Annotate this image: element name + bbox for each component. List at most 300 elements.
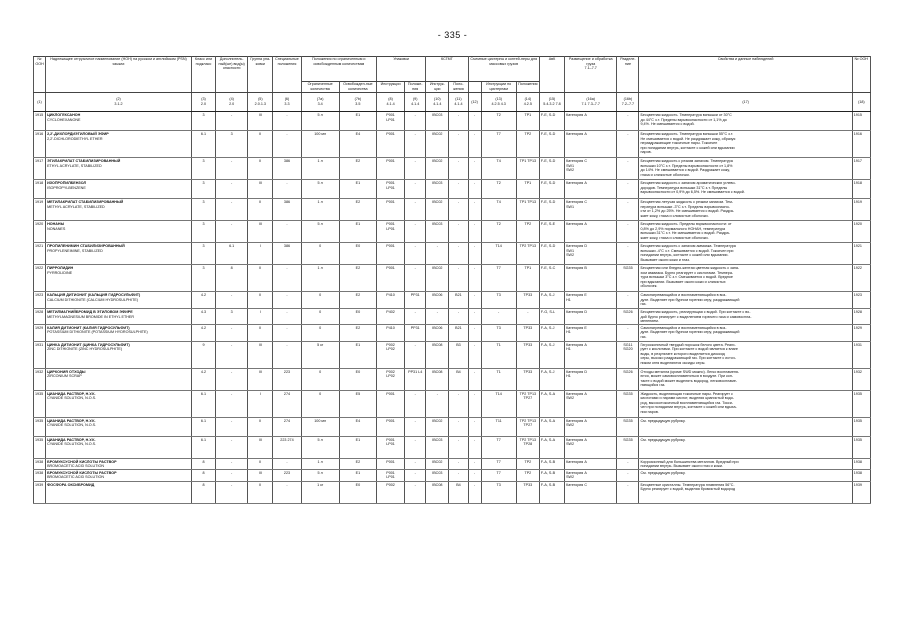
packing-provisions-cell: -	[405, 131, 426, 158]
packing-provisions-cell: -	[405, 469, 426, 481]
shipping-name	[46, 390, 192, 417]
properties-line: оболочек.	[640, 284, 658, 289]
name-english: ZINC DITHIONITE (ZINC HYDROSULPHITE)	[47, 347, 123, 352]
col12-cell: -	[468, 390, 481, 417]
properties-line: ником огня выделяются оксиды серы.	[640, 360, 706, 365]
tank-instructions-cell: T3	[481, 292, 516, 309]
excepted-quantity-cell: E2	[339, 199, 376, 221]
name-russian: КАЛИЯ ДИТИОНИТ (КАЛИЯ ГИДРОСУЛЬФИТ)	[47, 325, 130, 330]
shipping-name	[46, 436, 192, 458]
properties-line: до 44°C з.т. Пределы взрывоопасности от 1,1% до	[640, 117, 727, 122]
colnum-10: (10) 4.1.4	[426, 93, 449, 112]
packing-instructions-cell	[376, 368, 404, 390]
stowage-line: Категория A	[566, 113, 587, 117]
shipping-name	[46, 131, 192, 158]
ems-cell: F-E, S-D	[539, 199, 564, 221]
properties-cell	[639, 199, 852, 221]
packing-instructions-cell	[376, 481, 404, 503]
class-cell: 8	[191, 469, 215, 481]
properties-line: Бесцветная жидкость. Температура вспышки от 30°C	[640, 113, 732, 117]
packing-instruction: P001	[386, 459, 395, 464]
properties-cell	[639, 265, 852, 292]
name-english: PROPYLENEIMINE, STABILIZED	[47, 248, 103, 253]
properties-line: Гигроскопичный твердый порошок белого цвета. Реаги-	[640, 342, 736, 347]
tank-provisions-cell: TP1	[516, 112, 539, 131]
name-english: BROMOACETIC ACID SOLUTION	[47, 475, 105, 480]
name-russian: ЦИАНИДА РАСТВОР, Н.У.К.	[47, 418, 96, 423]
excepted-quantity-cell: E1	[339, 112, 376, 131]
limited-quantity-cell: 1 л	[301, 458, 339, 469]
packing-instruction: LP01	[386, 117, 395, 122]
segregation-cell: -	[617, 221, 639, 243]
col12-cell: -	[468, 292, 481, 309]
special-provisions-cell: 386	[273, 158, 301, 180]
stowage-line: Категория E	[566, 293, 587, 297]
colnum-14: (14) 4.2.5	[516, 93, 539, 112]
ibc-instructions-cell: IBC08	[426, 341, 449, 368]
class-cell: 3	[191, 112, 215, 131]
class-cell: 6.1	[191, 417, 215, 436]
shipping-name	[46, 243, 192, 265]
properties-line: Бесцветная или бледно-желтая цветная жидкость с запа-	[640, 266, 740, 270]
header-tank-instructions: Инструкции по цистернам	[481, 82, 516, 93]
name-russian: ЦИКЛОГЕКСАНОН	[47, 113, 81, 117]
un-number-right: 1922	[852, 265, 870, 292]
header-segregation: Разделе-ние	[617, 57, 639, 93]
properties-line: Бурно реагирует с водой, выделяя бромистый водород	[640, 487, 736, 492]
stowage-line: SW2	[566, 253, 575, 258]
shipping-name	[46, 221, 192, 243]
packing-instructions-cell	[376, 324, 404, 341]
class-cell: 3	[191, 265, 215, 292]
name-english: ETHYL ACRYLATE, STABILIZED	[47, 163, 102, 168]
segregation-cell: SG35	[617, 265, 639, 292]
name-russian: КАЛЬЦИЯ ДИТИОНИТ (КАЛЬЦИЯ ГИДРОСУЛЬФИТ)	[47, 293, 141, 297]
name-russian: ЦИАНИДА РАСТВОР, Н.У.К.	[47, 437, 96, 442]
properties-cell	[639, 368, 852, 390]
segregation-cell: -	[617, 324, 639, 341]
limited-quantity-cell: 0	[301, 368, 339, 390]
excepted-quantity-cell: E0	[339, 243, 376, 265]
class-cell: 8	[191, 481, 215, 503]
packing-instructions-cell	[376, 265, 404, 292]
col12-cell: -	[468, 469, 481, 481]
packing-instruction: LP02	[386, 374, 395, 379]
header-limited-excepted: Положения по ограниченным и освобожденным количествам	[301, 57, 376, 82]
packing-instructions-cell	[376, 221, 404, 243]
packing-group-cell: III	[248, 368, 273, 390]
packing-instructions-cell	[376, 158, 404, 180]
properties-line: Бесцветная жидкость с запахом ароматических углево-	[640, 181, 736, 185]
packing-group-cell: II	[248, 158, 273, 180]
properties-line: См. предыдущую рубрику.	[640, 437, 686, 442]
name-english: METHYL ACRYLATE, STABILIZED	[47, 204, 105, 209]
table-row	[34, 131, 871, 158]
name-russian: ЦИРКОНИЯ ОТХОДЫ	[47, 369, 86, 374]
properties-line: духе. Выделяет при бурном горении серу, раздражающий	[640, 330, 740, 335]
col12-cell: -	[468, 180, 481, 199]
ibc-provisions-cell: -	[449, 131, 468, 158]
subrisk-cell: -	[216, 417, 248, 436]
tank-instructions-cell: T14	[481, 243, 516, 265]
name-english: PYRROLIDINE	[47, 270, 73, 275]
properties-cell	[639, 158, 852, 180]
un-number: 1918	[34, 180, 46, 199]
properties-cell	[639, 180, 852, 199]
un-number: 1932	[34, 368, 46, 390]
header-pack-instructions: Инструкции	[376, 82, 404, 93]
class-cell: 3	[191, 221, 215, 243]
limited-quantity-cell: 5 л	[301, 180, 339, 199]
special-provisions-cell: 386	[273, 199, 301, 221]
properties-line: ются, может самовоспламеняться в воздухе. При кон-	[640, 374, 734, 379]
limited-quantity-cell: 0	[301, 309, 339, 325]
properties-line: Жидкость, выделяющая токсичные пары. Реагирует с	[640, 391, 733, 396]
properties-line: газ.	[640, 334, 647, 339]
stowage-cell	[565, 390, 617, 417]
tank-instructions-cell: T7	[481, 265, 516, 292]
stowage-cell	[565, 292, 617, 309]
excepted-quantity-cell: E1	[339, 221, 376, 243]
packing-instruction: P001	[386, 159, 395, 163]
properties-line: Бесцветная жидкость с запахом аммиака. Температура	[640, 244, 736, 248]
properties-line: жает кожу, глаза и слизистые оболочки.	[640, 235, 709, 240]
limited-quantity-cell: 1 кг	[301, 481, 339, 503]
excepted-quantity-cell: E1	[339, 180, 376, 199]
subrisk-cell: -	[216, 158, 248, 180]
properties-line: духе. Выделяет при бурном горении серу, раздражающий	[640, 297, 740, 302]
properties-line: при вдыхании. Вызывает ожоги кожи и слизистых	[640, 279, 726, 284]
packing-instruction: P001	[386, 418, 395, 423]
stowage-cell	[565, 469, 617, 481]
packing-group-cell: II	[248, 458, 273, 469]
limited-quantity-cell: 1 л	[301, 199, 339, 221]
properties-line: Бесцветная жидкость, реагирующая с водой. При контакте с во-	[640, 310, 751, 314]
ibc-provisions-cell: -	[449, 112, 468, 131]
packing-provisions-cell: PP31	[405, 324, 426, 341]
stowage-line: Категория A	[566, 342, 587, 347]
subrisk-cell: -	[216, 180, 248, 199]
header-ibc-provisions: Поло-жения	[449, 82, 468, 93]
packing-instruction: LP01	[386, 442, 395, 447]
packing-group-cell: II	[248, 265, 273, 292]
segregation-cell: SG11 SG20	[617, 341, 639, 368]
properties-line: такте с водой может выделять водород, легковоспламе-	[640, 378, 738, 383]
tank-provisions-cell: TP1	[516, 180, 539, 199]
un-number-right: 1915	[852, 112, 870, 131]
col12-cell: -	[468, 243, 481, 265]
subrisk-cell: -	[216, 390, 248, 417]
ems-cell: F-A, S-A	[539, 436, 564, 458]
properties-line: попадании внутрь. Вызывает ожоги глаз и кожи.	[640, 464, 723, 469]
ibc-provisions-cell: -	[449, 180, 468, 199]
stowage-line: Категория A	[566, 132, 587, 136]
header-class: Класс или подкласс	[191, 57, 215, 93]
ems-cell: F-E, S-D	[539, 131, 564, 158]
class-cell: 6.1	[191, 131, 215, 158]
packing-group-cell: II	[248, 131, 273, 158]
properties-line: нераздражающие токсичные пары. Токсичен	[640, 141, 718, 146]
colnum-4: (4) 2.0	[216, 93, 248, 112]
excepted-quantity-cell: E0	[339, 481, 376, 503]
shipping-name	[46, 292, 192, 309]
class-cell: 9	[191, 341, 215, 368]
packing-instructions-cell	[376, 131, 404, 158]
packing-provisions-cell: -	[405, 112, 426, 131]
colnum-3: (3) 2.0	[191, 93, 215, 112]
table-row	[34, 436, 871, 458]
colnum-9: (9) 4.1.4	[405, 93, 426, 112]
class-cell: 4.2	[191, 324, 215, 341]
segregation-cell: SG26	[617, 309, 639, 325]
excepted-quantity-cell: E4	[339, 417, 376, 436]
class-cell: 3	[191, 199, 215, 221]
ibc-provisions-cell: -	[449, 199, 468, 221]
col12-cell: -	[468, 112, 481, 131]
stowage-line: SW2	[566, 442, 575, 447]
properties-cell	[639, 341, 852, 368]
excepted-quantity-cell: E0	[339, 368, 376, 390]
packing-provisions-cell: -	[405, 341, 426, 368]
packing-instructions-cell	[376, 458, 404, 469]
un-number-right: 1916	[852, 131, 870, 158]
header-packing-group: Группа упа-ковки	[248, 57, 273, 93]
tank-instructions-cell: T3	[481, 324, 516, 341]
un-number: 1915	[34, 112, 46, 131]
stowage-cell	[565, 265, 617, 292]
packing-provisions-cell: -	[405, 436, 426, 458]
ems-cell: F-A, S-B	[539, 458, 564, 469]
stowage-line: H1	[566, 297, 571, 302]
un-number: 1922	[34, 265, 46, 292]
segregation-cell: SG35	[617, 390, 639, 417]
stowage-cell	[565, 481, 617, 503]
table-row	[34, 417, 871, 436]
segregation-cell: SG35	[617, 417, 639, 436]
table-row	[34, 458, 871, 469]
properties-line: Бесцветная жидкость. Температура вспышки 55°C з.т.	[640, 132, 734, 136]
ibc-instructions-cell: IBC02	[426, 265, 449, 292]
un-number: 1935	[34, 417, 46, 436]
stowage-line: SW2	[566, 423, 575, 428]
ibc-instructions-cell: IBC06	[426, 324, 449, 341]
tank-instructions-cell: T2	[481, 112, 516, 131]
class-cell: 3	[191, 180, 215, 199]
subrisk-cell: 6.1	[216, 243, 248, 265]
colnum-5: (5) 2.0.1.3	[248, 93, 273, 112]
properties-line: сти от 1,2% до 25%. Не смешивается с водой. Раздра-	[640, 209, 734, 214]
header-tank-provisions: Положения	[516, 82, 539, 93]
class-cell: 4.2	[191, 368, 215, 390]
excepted-quantity-cell: E2	[339, 158, 376, 180]
excepted-quantity-cell: E2	[339, 265, 376, 292]
un-number: 1920	[34, 221, 46, 243]
packing-instruction: LP01	[386, 226, 395, 231]
packing-instructions-cell	[376, 199, 404, 221]
ibc-provisions-cell: B4	[449, 481, 468, 503]
name-russian: ЭТИЛАКРИЛАТ СТАБИЛИЗИРОВАННЫЙ	[47, 159, 121, 163]
packing-provisions-cell: -	[405, 180, 426, 199]
shipping-name	[46, 368, 192, 390]
subrisk-cell: 3	[216, 131, 248, 158]
packing-instruction: P001	[386, 470, 395, 475]
name-russian: БРОМУКСУСНОЙ КИСЛОТЫ РАСТВОР	[47, 470, 117, 475]
excepted-quantity-cell: E2	[339, 324, 376, 341]
properties-cell	[639, 243, 852, 265]
excepted-quantity-cell: E4	[339, 131, 376, 158]
packing-instruction: P410	[386, 325, 395, 330]
name-russian: ФОСФОРА ОКСИБРОМИД	[47, 482, 95, 487]
header-stowage	[565, 57, 617, 93]
header-subrisk: Дополнитель-ный(ые) вид(ы) опасности	[216, 57, 248, 93]
properties-line: менением.	[640, 319, 659, 324]
ems-cell: F-E, S-D	[539, 243, 564, 265]
subrisk-cell: -	[216, 368, 248, 390]
tank-provisions-cell: TP1 TP13	[516, 199, 539, 221]
ibc-instructions-cell: IBC08	[426, 481, 449, 503]
packing-instruction: P002	[386, 482, 395, 487]
properties-cell	[639, 390, 852, 417]
properties-line: См. предыдущую рубрику.	[640, 470, 686, 475]
limited-quantity-cell: 100 мл	[301, 131, 339, 158]
colnum-17: (17)	[639, 93, 852, 112]
special-provisions-cell: 274	[273, 417, 301, 436]
properties-line: до 14%. Не смешивается с водой. Раздражает кожу,	[640, 168, 730, 173]
properties-line: Отходы металла (кроме SWD можно). Легко воспламеня-	[640, 369, 740, 374]
name-russian: МЕТИЛМАГНИЙБРОМИД В ЭТИЛОВОМ ЭФИРЕ	[47, 310, 133, 314]
properties-line: вспышки 31°C з.т. Не смешивается с водой. Раздра-	[640, 231, 730, 236]
ems-cell: F-A, S-J	[539, 368, 564, 390]
class-cell: 8	[191, 458, 215, 469]
properties-line: рует с кислотами. При контакте с водой является к влаге	[640, 347, 738, 352]
ibc-instructions-cell: IBC08	[426, 368, 449, 390]
tank-provisions-cell: TP2 TP13 TP27	[516, 390, 539, 417]
name-english: ZIRCONIUM SCRAP	[47, 374, 82, 379]
name-russian: БРОМУКСУСНОЙ КИСЛОТЫ РАСТВОР	[47, 459, 117, 464]
stowage-line: H1	[566, 347, 571, 352]
subrisk-cell: -	[216, 112, 248, 131]
ibc-provisions-cell: -	[449, 436, 468, 458]
un-number: 1938	[34, 458, 46, 469]
packing-provisions-cell: -	[405, 221, 426, 243]
packing-group-cell: II	[248, 481, 273, 503]
limited-quantity-cell: 0	[301, 390, 339, 417]
properties-line: род, высокотоксичный воспламеняющийся газ. Токси-	[640, 400, 734, 405]
packing-instructions-cell	[376, 417, 404, 436]
col12-cell: -	[468, 458, 481, 469]
packing-provisions-cell: -	[405, 458, 426, 469]
stowage-line: SW1	[566, 163, 575, 168]
stowage-line: SW1	[566, 204, 575, 209]
stowage-line: Категория D	[566, 310, 587, 314]
ibc-provisions-cell: -	[449, 469, 468, 481]
class-cell: 6.1	[191, 436, 215, 458]
packing-instructions-cell	[376, 112, 404, 131]
special-provisions-cell: -	[273, 309, 301, 325]
col12-cell: -	[468, 368, 481, 390]
properties-line: газ.	[640, 302, 647, 307]
un-number-right: 1929	[852, 324, 870, 341]
stowage-line: H1	[566, 330, 571, 335]
un-number: 1938	[34, 469, 46, 481]
tank-instructions-cell: T7	[481, 458, 516, 469]
properties-line: воды, в результате которого выделяется диоксид	[640, 351, 725, 356]
excepted-quantity-cell: E2	[339, 292, 376, 309]
header-ibc-instructions: Инструк-ции	[426, 82, 449, 93]
un-number-right: 1935	[852, 436, 870, 458]
special-provisions-cell: -	[273, 265, 301, 292]
packing-provisions-cell: -	[405, 243, 426, 265]
colnum-8: (8) 4.1.4	[376, 93, 404, 112]
excepted-quantity-cell: E1	[339, 469, 376, 481]
un-number-right: 1928	[852, 309, 870, 325]
name-russian: ПИРРОЛИДИН	[47, 266, 74, 270]
shipping-name	[46, 341, 192, 368]
packing-group-cell: III	[248, 436, 273, 458]
special-provisions-cell: -	[273, 292, 301, 309]
packing-group-cell: III	[248, 180, 273, 199]
tank-instructions-cell: T2	[481, 180, 516, 199]
properties-line: См. предыдущую рубрику.	[640, 418, 686, 423]
subrisk-cell: -	[216, 481, 248, 503]
packing-instruction: P001	[386, 181, 395, 185]
col12-cell: -	[468, 199, 481, 221]
properties-cell	[639, 292, 852, 309]
packing-instruction: P001	[386, 113, 395, 117]
packing-instructions-cell	[376, 243, 404, 265]
un-number: 1919	[34, 199, 46, 221]
segregation-cell: -	[617, 199, 639, 221]
un-number: 1917	[34, 158, 46, 180]
packing-instructions-cell	[376, 309, 404, 325]
special-provisions-cell: -	[273, 324, 301, 341]
colnum-12: (12)	[468, 93, 481, 112]
ems-cell: F-E, S-C	[539, 265, 564, 292]
packing-provisions-cell: -	[405, 417, 426, 436]
limited-quantity-cell: 0	[301, 243, 339, 265]
table-row	[34, 221, 871, 243]
name-english: 2,2'-DICHLORODIETHYL ETHER	[47, 136, 103, 141]
table-row	[34, 292, 871, 309]
properties-cell	[639, 309, 852, 325]
un-number: 1923	[34, 292, 46, 309]
properties-line: Бесцветная жидкость. Пределы взрывоопасности: от	[640, 222, 732, 226]
un-number: 1929	[34, 324, 46, 341]
name-russian: ЦИНКА ДИТИОНИТ (ЦИНКА ГИДРОСУЛЬФИТ)	[47, 342, 130, 347]
un-number-right: 1935	[852, 417, 870, 436]
table-row	[34, 265, 871, 292]
un-number: 1935	[34, 390, 46, 417]
colnum-16b: (16b) 7.2–7.7	[617, 93, 639, 112]
packing-instruction: P001	[386, 222, 395, 226]
subrisk-cell: -	[216, 221, 248, 243]
ibc-instructions-cell: IBC03	[426, 436, 449, 458]
stowage-line: SW1	[566, 248, 575, 253]
header-ibc: КСГМГ	[426, 57, 468, 82]
un-number-right: 1921	[852, 243, 870, 265]
stowage-line: Категория C	[566, 482, 587, 487]
subrisk-cell: -	[216, 458, 248, 469]
stowage-cell	[565, 131, 617, 158]
header-pack-provisions: Положе-ния	[405, 82, 426, 93]
col12-cell: -	[468, 131, 481, 158]
tank-provisions-cell: TP1	[516, 265, 539, 292]
shipping-name	[46, 180, 192, 199]
stowage-line: Категория A	[566, 437, 587, 442]
limited-quantity-cell: 5 л	[301, 469, 339, 481]
ems-cell: F-E, S-E	[539, 221, 564, 243]
ems-cell: F-A, S-J	[539, 324, 564, 341]
